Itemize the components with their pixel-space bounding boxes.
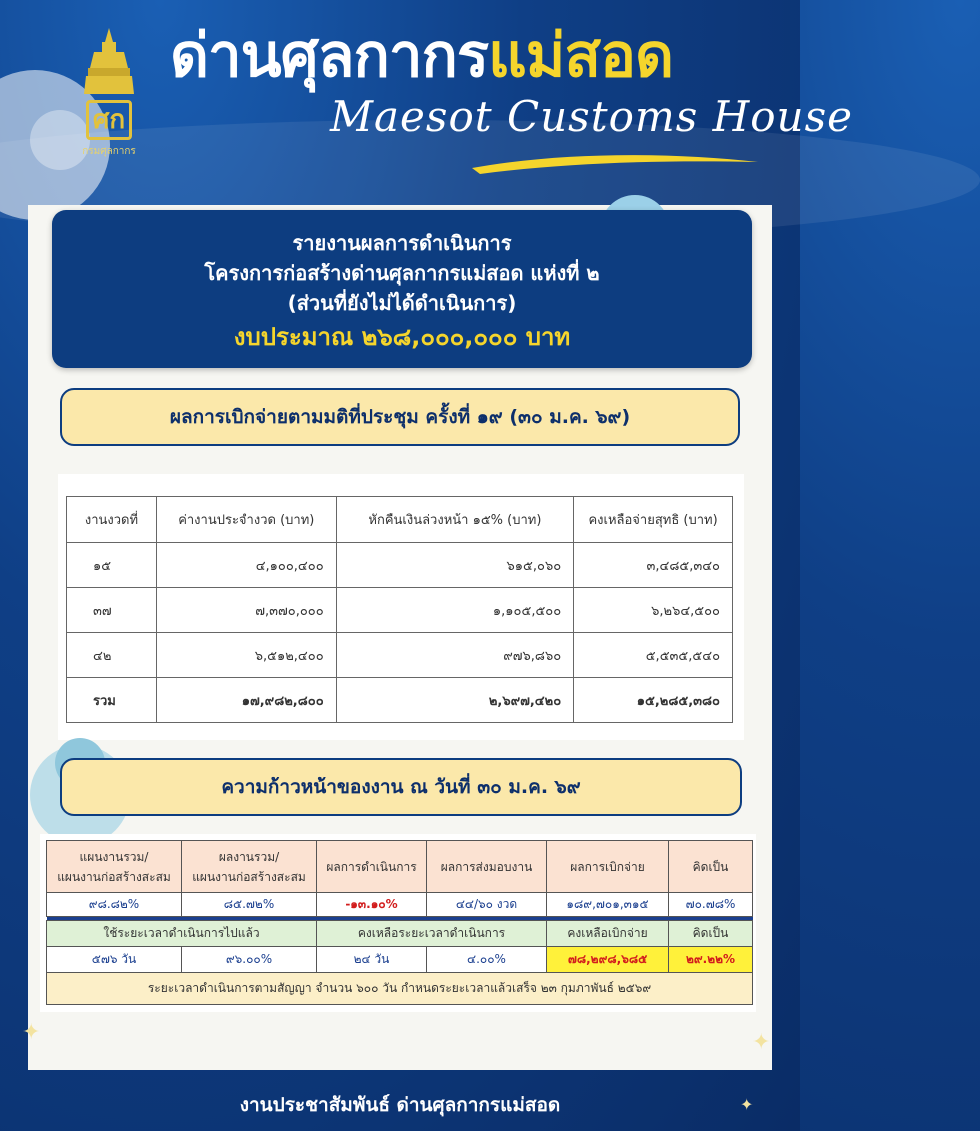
title-underline-swoosh bbox=[470, 150, 760, 176]
column-header: คงเหลือระยะเวลาดำเนินการ bbox=[317, 921, 547, 947]
crown-icon bbox=[84, 28, 134, 98]
progress-table-container bbox=[40, 834, 756, 1012]
table-cell: ๖,๒๖๔,๕๐๐ bbox=[574, 588, 733, 633]
table-cell: ๑๘๙,๗๐๑,๓๑๕ bbox=[547, 893, 669, 917]
column-header: ผลการส่งมอบงาน bbox=[427, 841, 547, 893]
banner-line-1: รายงานผลการดำเนินการ bbox=[292, 231, 512, 255]
page-title-english: Maesot Customs House bbox=[330, 92, 853, 141]
sparkle-icon: ✦ bbox=[740, 1095, 754, 1114]
section-title-progress: ความก้าวหน้าของงาน ณ วันที่ ๓๐ ม.ค. ๖๙ bbox=[60, 758, 742, 816]
footer-credit: งานประชาสัมพันธ์ ด่านศุลกากรแม่สอด bbox=[239, 1094, 561, 1116]
progress-footnote-row bbox=[47, 973, 753, 1005]
table-cell: ๙๘.๘๒% bbox=[47, 893, 182, 917]
table-cell: ๔.๐๐% bbox=[427, 947, 547, 973]
report-banner bbox=[52, 210, 752, 368]
column-header: แผนงานรวม/ แผนงานก่อสร้างสะสม bbox=[47, 841, 182, 893]
column-header: คิดเป็น bbox=[669, 921, 753, 947]
payment-table bbox=[66, 496, 733, 723]
table-row bbox=[67, 588, 733, 633]
table-cell: ๔,๑๐๐,๔๐๐ bbox=[156, 543, 336, 588]
budget-amount: งบประมาณ ๒๖๘,๐๐๐,๐๐๐ บาท bbox=[233, 323, 571, 351]
sparkle-icon: ✦ bbox=[22, 1020, 41, 1045]
column-header: ผลงานรวม/ แผนงานก่อสร้างสะสม bbox=[182, 841, 317, 893]
logo-caption: กรมศุลกากร bbox=[82, 146, 136, 157]
table-cell: ๖,๕๑๒,๔๐๐ bbox=[156, 633, 336, 678]
payment-table-container bbox=[58, 474, 744, 740]
column-header: หักคืนเงินล่วงหน้า ๑๕% (บาท) bbox=[336, 497, 574, 543]
title-yellow: แม่สอด bbox=[488, 22, 673, 89]
progress-value-row bbox=[47, 893, 753, 917]
table-cell: ๓๗ bbox=[67, 588, 157, 633]
customs-logo bbox=[78, 28, 140, 158]
sparkle-icon: ✦ bbox=[752, 1030, 771, 1055]
table-cell: ๑๗,๙๘๒,๘๐๐ bbox=[156, 678, 336, 723]
table-cell: ๗๐.๗๘% bbox=[669, 893, 753, 917]
table-cell: ๗,๓๗๐,๐๐๐ bbox=[156, 588, 336, 633]
table-cell: ๘๕.๗๒% bbox=[182, 893, 317, 917]
table-header-row bbox=[67, 497, 733, 543]
table-cell: ๒๔ วัน bbox=[317, 947, 427, 973]
table-cell: ๑๕ bbox=[67, 543, 157, 588]
table-cell: ๑,๑๐๕,๕๐๐ bbox=[336, 588, 574, 633]
table-cell: รวม bbox=[67, 678, 157, 723]
table-cell: ๔๔/๖๐ งวด bbox=[427, 893, 547, 917]
page-title bbox=[170, 18, 780, 94]
table-cell: ๙๖.๐๐% bbox=[182, 947, 317, 973]
progress-header-row-2 bbox=[47, 921, 753, 947]
column-header: ค่างานประจำงวด (บาท) bbox=[156, 497, 336, 543]
table-cell: ๔๒ bbox=[67, 633, 157, 678]
table-total-row bbox=[67, 678, 733, 723]
banner-line-3: (ส่วนที่ยังไม่ได้ดำเนินการ) bbox=[287, 291, 517, 315]
column-header: ใช้ระยะเวลาดำเนินการไปแล้ว bbox=[47, 921, 317, 947]
progress-value-row-2 bbox=[47, 947, 753, 973]
column-header: คงเหลือเบิกจ่าย bbox=[547, 921, 669, 947]
table-cell: ๒,๖๙๗,๔๒๐ bbox=[336, 678, 574, 723]
table-cell-highlight: ๗๘,๒๙๘,๖๘๕ bbox=[547, 947, 669, 973]
column-header: ผลการดำเนินการ bbox=[317, 841, 427, 893]
column-header: คงเหลือจ่ายสุทธิ (บาท) bbox=[574, 497, 733, 543]
logo-mark: ศก bbox=[86, 100, 132, 140]
banner-line-2: โครงการก่อสร้างด่านศุลกากรแม่สอด แห่งที่ ๒ bbox=[204, 261, 600, 285]
column-header: ผลการเบิกจ่าย bbox=[547, 841, 669, 893]
table-row bbox=[67, 543, 733, 588]
table-cell: ๙๗๖,๘๖๐ bbox=[336, 633, 574, 678]
table-cell: ๓,๔๘๕,๓๔๐ bbox=[574, 543, 733, 588]
title-white: ด่านศุลกากร bbox=[170, 22, 489, 89]
section-title-payment: ผลการเบิกจ่ายตามมติที่ประชุม ครั้งที่ ๑๙ (๓๐ ม.ค. ๖๙) bbox=[60, 388, 740, 446]
table-cell-highlight: ๒๙.๒๒% bbox=[669, 947, 753, 973]
table-cell: ๑๕,๒๘๕,๓๘๐ bbox=[574, 678, 733, 723]
table-cell: -๑๓.๑๐% bbox=[317, 893, 427, 917]
column-header: คิดเป็น bbox=[669, 841, 753, 893]
progress-header-row bbox=[47, 841, 753, 893]
progress-table bbox=[46, 840, 753, 1005]
table-cell: ๕๗๖ วัน bbox=[47, 947, 182, 973]
table-cell: ๖๑๕,๐๖๐ bbox=[336, 543, 574, 588]
contract-footnote: ระยะเวลาดำเนินการตามสัญญา จำนวน ๖๐๐ วัน กำหนดระยะเวลาแล้วเสร็จ ๒๓ กุมภาพันธ์ ๒๕๖๙ bbox=[47, 973, 753, 1005]
table-cell: ๕,๕๓๕,๕๔๐ bbox=[574, 633, 733, 678]
column-header: งานงวดที่ bbox=[67, 497, 157, 543]
table-row bbox=[67, 633, 733, 678]
